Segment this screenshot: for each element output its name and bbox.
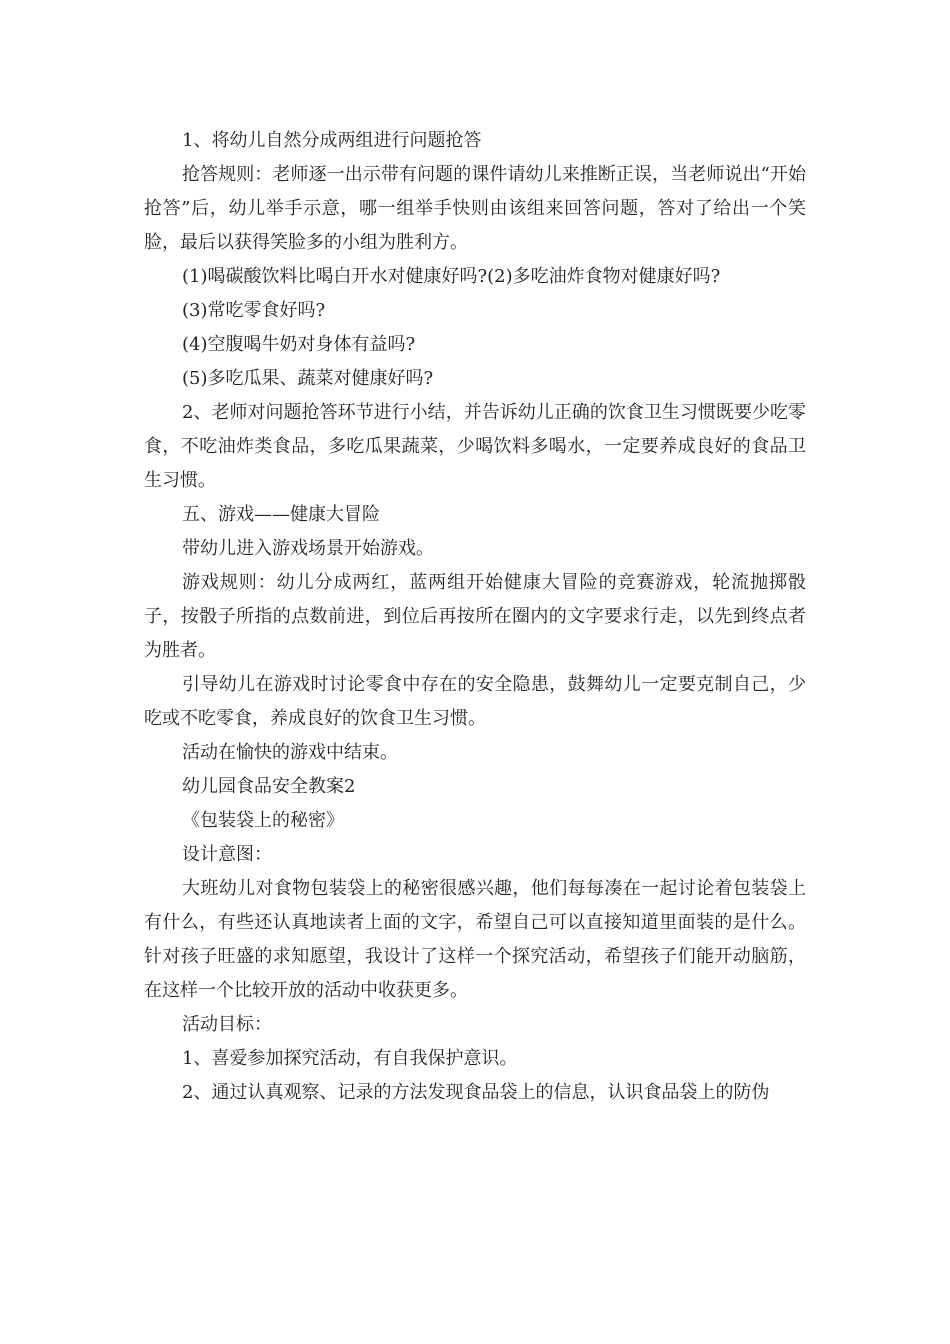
paragraph-goal-1: 1、喜爱参加探究活动，有自我保护意识。 [182,1048,518,1069]
paragraph-game-rules: 游戏规则：幼儿分成两红，蓝两组开始健康大冒险的竞赛游戏，轮流抛掷骰子，按骰子所指的点数前进，到位后再按所在圈内的文字要求行走，以先到终点者为胜者。 [144,572,806,661]
paragraph-activity-end: 活动在愉快的游戏中结束。 [182,742,398,763]
lesson-subtitle: 《包装袋上的秘密》 [182,810,344,831]
heading-design-intent: 设计意图： [182,844,272,865]
paragraph-question-5: (5)多吃瓜果、蔬菜对健康好吗? [182,368,434,389]
section-heading-game: 五、游戏——健康大冒险 [182,504,380,525]
lesson-plan-title: 幼儿园食品安全教案2 [182,776,356,797]
paragraph-safety-discussion: 引导幼儿在游戏时讨论零食中存在的安全隐患，鼓舞幼儿一定要克制自己，少吃或不吃零食，养成良好的饮食卫生习惯。 [144,674,806,729]
heading-activity-goals: 活动目标： [182,1014,272,1035]
paragraph-design-intent: 大班幼儿对食物包装袋上的秘密很感兴趣，他们每每凑在一起讨论着包装袋上有什么，有些还认真地读者上面的文字，希望自己可以直接知道里面装的是什么。针对孩子旺盛的求知愿望，我设计了这样一个探究活动，希望孩子们能开动脑筋，在这样一个比较开放的活动中收获更多。 [144,878,806,1001]
paragraph-goal-2: 2、通过认真观察、记录的方法发现食品袋上的信息，认识食品袋上的防伪 [182,1082,770,1103]
paragraph-teacher-summary: 2、老师对问题抢答环节进行小结，并告诉幼儿正确的饮食卫生习惯既要少吃零食，不吃油炸类食品，多吃瓜果蔬菜，少喝饮料多喝水，一定要养成良好的食品卫生习惯。 [144,402,806,491]
paragraph-quiz-rules: 抢答规则：老师逐一出示带有问题的课件请幼儿来推断正误，当老师说出“开始抢答”后，幼儿举手示意，哪一组举手快则由该组来回答问题，答对了给出一个笑脸，最后以获得笑脸多的小组为胜利方。 [144,164,806,253]
paragraph-quiz-grouping: 1、将幼儿自然分成两组进行问题抢答 [182,130,482,151]
paragraph-question-3: (3)常吃零食好吗? [182,300,326,321]
paragraph-enter-game: 带幼儿进入游戏场景开始游戏。 [182,538,434,559]
document-body [144,124,806,1110]
paragraph-question-4: (4)空腹喝牛奶对身体有益吗? [182,334,416,355]
paragraph-question-1-2: (1)喝碳酸饮料比喝白开水对健康好吗?(2)多吃油炸食物对健康好吗? [182,266,721,287]
